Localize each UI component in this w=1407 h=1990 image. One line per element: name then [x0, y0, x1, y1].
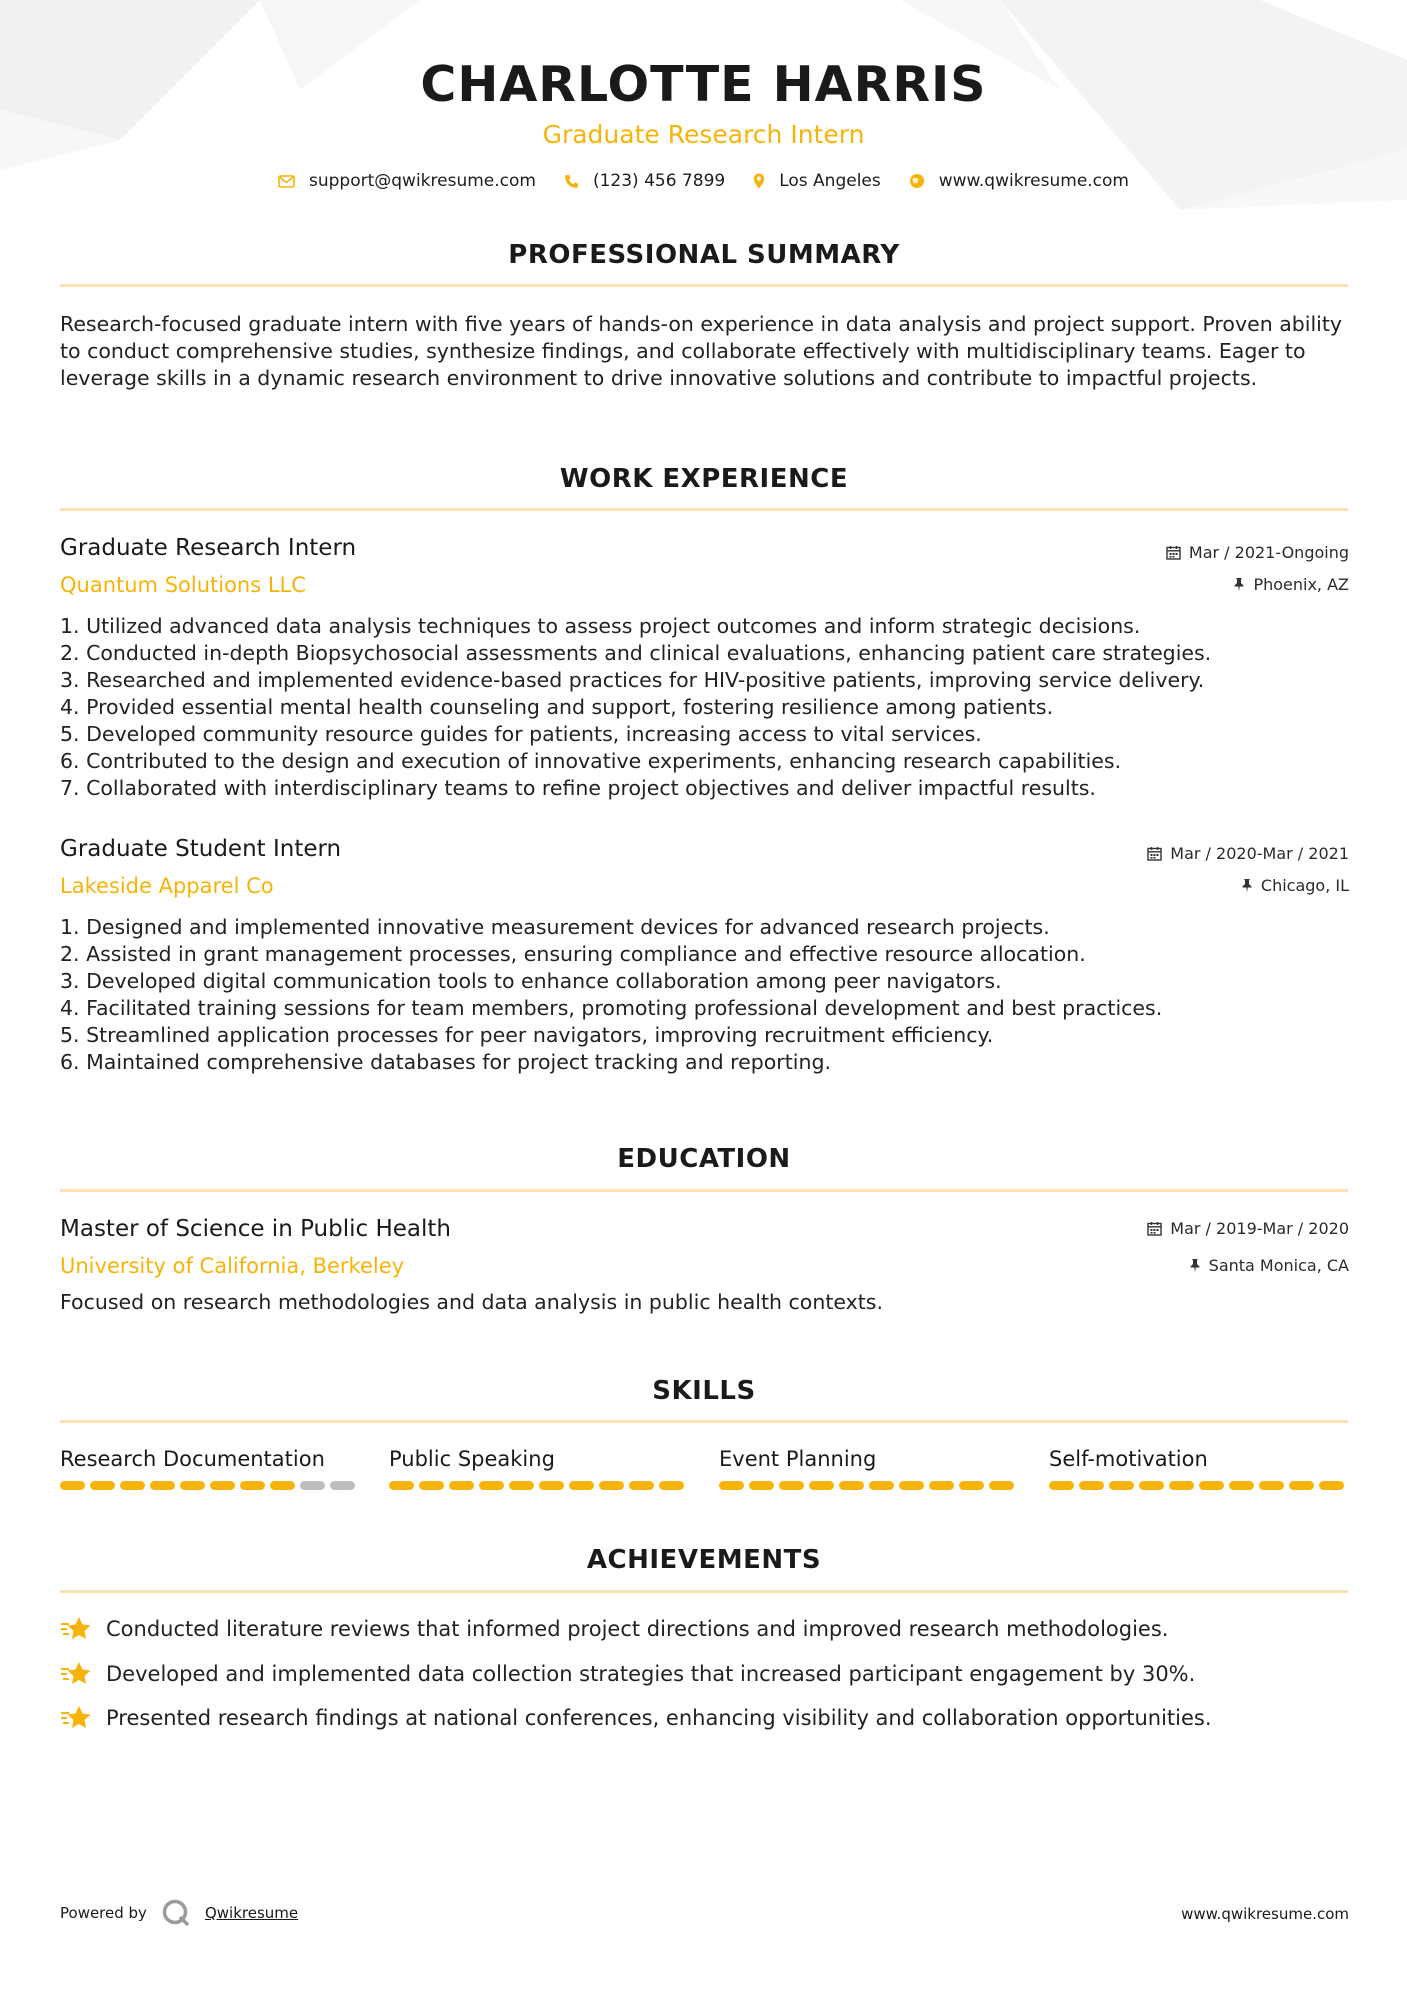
- skill-level-segment-filled: [749, 1481, 774, 1490]
- list-item: 3. Developed digital communication tools to enhance collaboration among peer navigators.: [60, 969, 1002, 993]
- skill-level-segment-empty: [300, 1481, 325, 1490]
- achievement-text: Conducted literature reviews that informed project directions and improved research methodologies.: [106, 1617, 1169, 1641]
- skill-level-segment-filled: [719, 1481, 744, 1490]
- skill-level-segment-filled: [899, 1481, 924, 1490]
- skill-level-segment-filled: [150, 1481, 175, 1490]
- experience-heading: WORK EXPERIENCE: [559, 464, 849, 494]
- job-location: [1241, 876, 1349, 895]
- qwikresume-logo-icon: [161, 1898, 191, 1928]
- skill-level-bar: [719, 1481, 1019, 1490]
- skill-level-bar: [1049, 1481, 1349, 1490]
- achievements-heading: ACHIEVEMENTS: [586, 1545, 822, 1575]
- contact-location: [753, 171, 881, 191]
- job-date-text: Mar / 2021-Ongoing: [1188, 543, 1349, 562]
- job-company: Quantum Solutions LLC: [60, 573, 306, 597]
- contact-website[interactable]: [909, 171, 1129, 191]
- contact-email[interactable]: [278, 171, 536, 191]
- candidate-name: CHARLOTTE HARRIS: [420, 56, 987, 113]
- education-description: Focused on research methodologies and data analysis in public health contexts.: [60, 1290, 883, 1314]
- skill-level-segment-filled: [809, 1481, 834, 1490]
- job-location-text: Phoenix, AZ: [1253, 575, 1349, 594]
- skills-heading: SKILLS: [652, 1376, 756, 1406]
- star-icon: [60, 1660, 92, 1688]
- skill-item: [389, 1447, 689, 1490]
- skill-level-segment-filled: [989, 1481, 1014, 1490]
- footer-website[interactable]: www.qwikresume.com: [1181, 1905, 1349, 1923]
- globe-icon: [909, 173, 925, 189]
- skill-level-segment-filled: [1139, 1481, 1164, 1490]
- pushpin-icon: [1241, 878, 1253, 893]
- skill-item: [1049, 1447, 1349, 1490]
- skill-level-segment-filled: [929, 1481, 954, 1490]
- pushpin-icon: [1189, 1258, 1201, 1273]
- education-school: University of California, Berkeley: [60, 1254, 405, 1278]
- skill-level-segment-filled: [1169, 1481, 1194, 1490]
- envelope-icon: [278, 175, 295, 188]
- skill-name: Event Planning: [719, 1447, 877, 1471]
- calendar-icon: [1166, 545, 1181, 560]
- skill-level-segment-filled: [959, 1481, 984, 1490]
- job-location-text: Chicago, IL: [1260, 876, 1349, 895]
- list-item: 2. Conducted in-depth Biopsychosocial assessments and clinical evaluations, enhancing patient care strategies.: [60, 641, 1212, 665]
- skill-level-bar: [60, 1481, 360, 1490]
- skill-level-segment-filled: [869, 1481, 894, 1490]
- skill-level-segment-filled: [1319, 1481, 1344, 1490]
- skill-level-segment-filled: [509, 1481, 534, 1490]
- skill-item: [60, 1447, 360, 1490]
- skill-level-segment-filled: [779, 1481, 804, 1490]
- skill-level-segment-filled: [1259, 1481, 1284, 1490]
- skill-level-segment-filled: [569, 1481, 594, 1490]
- calendar-icon: [1147, 846, 1162, 861]
- skill-level-segment-filled: [389, 1481, 414, 1490]
- skill-level-segment-filled: [90, 1481, 115, 1490]
- job-title: Graduate Research Intern: [60, 535, 357, 561]
- job-location: [1233, 575, 1349, 594]
- contact-email-text: support@qwikresume.com: [309, 171, 536, 191]
- list-item: 5. Streamlined application processes for peer navigators, improving recruitment efficiency.: [60, 1023, 994, 1047]
- list-item: 4. Facilitated training sessions for team members, promoting professional development and best practices.: [60, 996, 1163, 1020]
- skill-level-segment-filled: [1289, 1481, 1314, 1490]
- education-divider: [60, 1189, 1348, 1192]
- skill-level-segment-filled: [1229, 1481, 1254, 1490]
- skill-level-segment-filled: [839, 1481, 864, 1490]
- skill-level-segment-filled: [240, 1481, 265, 1490]
- skill-level-segment-filled: [1109, 1481, 1134, 1490]
- qwikresume-link[interactable]: Qwikresume: [204, 1904, 299, 1922]
- candidate-role: Graduate Research Intern: [542, 120, 865, 149]
- job-title: Graduate Student Intern: [60, 836, 342, 862]
- skill-name: Research Documentation: [60, 1447, 325, 1471]
- map-pin-icon: [753, 173, 765, 189]
- skill-level-segment-filled: [599, 1481, 624, 1490]
- achievement-text: Presented research findings at national conferences, enhancing visibility and collaboration opportunities.: [106, 1706, 1212, 1730]
- skill-level-segment-filled: [659, 1481, 684, 1490]
- contact-location-text: Los Angeles: [779, 171, 881, 191]
- pushpin-icon: [1233, 577, 1245, 592]
- calendar-icon: [1147, 1221, 1162, 1236]
- job-date: [1166, 543, 1349, 562]
- job-date: [1147, 844, 1349, 863]
- skill-level-segment-filled: [479, 1481, 504, 1490]
- skill-level-segment-filled: [210, 1481, 235, 1490]
- achievement-text: Developed and implemented data collection strategies that increased participant engagement by 30%.: [106, 1662, 1196, 1686]
- footer-branding: [60, 1898, 298, 1928]
- summary-text: Research-focused graduate intern with five years of hands-on experience in data analysis and project support. Proven ability to conduct comprehensive studies, synthesize findings, and collaborate effectively with multidisciplinary teams. Eager to leverage skills in a dynamic research environment to drive innovative solutions and contribute to impactful projects.: [60, 312, 1343, 390]
- experience-divider: [60, 508, 1348, 511]
- achievement-item: [60, 1660, 1195, 1688]
- powered-by-label: Powered by: [60, 1904, 147, 1922]
- skill-level-segment-filled: [1079, 1481, 1104, 1490]
- job-bullet-list: [60, 914, 1350, 1076]
- achievement-item: [60, 1615, 1168, 1643]
- list-item: 3. Researched and implemented evidence-based practices for HIV-positive patients, improving service delivery.: [60, 668, 1205, 692]
- skill-item: [719, 1447, 1019, 1490]
- achievements-divider: [60, 1590, 1348, 1593]
- list-item: 7. Collaborated with interdisciplinary teams to refine project objectives and deliver impactful results.: [60, 776, 1096, 800]
- skills-divider: [60, 1420, 1348, 1423]
- phone-icon: [564, 174, 579, 189]
- education-heading: EDUCATION: [617, 1144, 791, 1174]
- skill-level-segment-filled: [120, 1481, 145, 1490]
- contact-website-text: www.qwikresume.com: [938, 171, 1129, 191]
- skill-name: Self-motivation: [1049, 1447, 1208, 1471]
- education-date: [1147, 1219, 1349, 1238]
- list-item: 2. Assisted in grant management processes, ensuring compliance and effective resource allocation.: [60, 942, 1086, 966]
- list-item: 1. Utilized advanced data analysis techniques to assess project outcomes and inform strategic decisions.: [60, 614, 1141, 638]
- skill-level-segment-filled: [1199, 1481, 1224, 1490]
- contact-bar: [0, 171, 1407, 191]
- skill-level-segment-filled: [60, 1481, 85, 1490]
- skill-level-segment-filled: [449, 1481, 474, 1490]
- job-bullet-list: [60, 613, 1350, 802]
- summary-heading: PROFESSIONAL SUMMARY: [508, 240, 900, 270]
- skill-level-segment-empty: [330, 1481, 355, 1490]
- education-location: [1189, 1256, 1349, 1275]
- education-location-text: Santa Monica, CA: [1208, 1256, 1349, 1275]
- list-item: 6. Maintained comprehensive databases for project tracking and reporting.: [60, 1050, 831, 1074]
- star-icon: [60, 1704, 92, 1732]
- skill-level-segment-filled: [270, 1481, 295, 1490]
- contact-phone-text: (123) 456 7899: [592, 171, 726, 191]
- list-item: 4. Provided essential mental health counseling and support, fostering resilience among patients.: [60, 695, 1054, 719]
- education-date-text: Mar / 2019-Mar / 2020: [1170, 1219, 1349, 1238]
- contact-phone[interactable]: [564, 171, 725, 191]
- skill-name: Public Speaking: [389, 1447, 555, 1471]
- list-item: 6. Contributed to the design and execution of innovative experiments, enhancing research capabilities.: [60, 749, 1122, 773]
- summary-divider: [60, 284, 1348, 287]
- skill-level-segment-filled: [180, 1481, 205, 1490]
- skill-level-segment-filled: [419, 1481, 444, 1490]
- list-item: 1. Designed and implemented innovative measurement devices for advanced research projects.: [60, 915, 1050, 939]
- skill-level-segment-filled: [539, 1481, 564, 1490]
- star-icon: [60, 1615, 92, 1643]
- achievement-item: [60, 1704, 1212, 1732]
- skill-level-segment-filled: [1049, 1481, 1074, 1490]
- job-date-text: Mar / 2020-Mar / 2021: [1170, 844, 1349, 863]
- skill-level-bar: [389, 1481, 689, 1490]
- education-degree: Master of Science in Public Health: [60, 1216, 451, 1242]
- job-company: Lakeside Apparel Co: [60, 874, 274, 898]
- list-item: 5. Developed community resource guides for patients, increasing access to vital services.: [60, 722, 982, 746]
- skill-level-segment-filled: [629, 1481, 654, 1490]
